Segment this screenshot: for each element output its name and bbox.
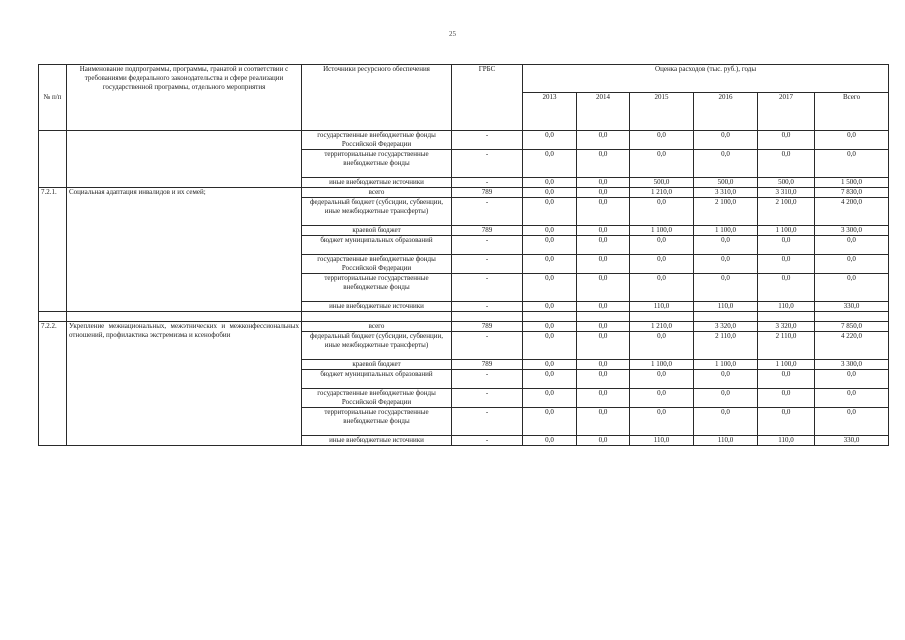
- value-cell: 0,0: [630, 332, 694, 360]
- value-cell: 0,0: [694, 236, 758, 255]
- empty-cell: [523, 312, 577, 322]
- header-year: 2017: [758, 93, 815, 131]
- value-cell: 0,0: [577, 178, 630, 188]
- table-row: [39, 188, 889, 198]
- value-cell: 7 830,0: [815, 188, 889, 198]
- value-cell: 0,0: [577, 150, 630, 178]
- value-cell: 0,0: [577, 226, 630, 236]
- grbs-cell: -: [452, 302, 523, 312]
- value-cell: 0,0: [577, 131, 630, 150]
- value-cell: 0,0: [630, 370, 694, 389]
- grbs-cell: -: [452, 332, 523, 360]
- value-cell: 1 210,0: [630, 322, 694, 332]
- value-cell: 3 310,0: [758, 188, 815, 198]
- value-cell: 4 200,0: [815, 198, 889, 226]
- grbs-cell: -: [452, 178, 523, 188]
- value-cell: 0,0: [523, 322, 577, 332]
- header-grbs: ГРБС: [452, 65, 523, 131]
- value-cell: 0,0: [694, 389, 758, 408]
- value-cell: 0,0: [523, 226, 577, 236]
- value-cell: 1 100,0: [694, 226, 758, 236]
- header-source: Источники ресурсного обеспечения: [302, 65, 452, 131]
- source-cell: территориальные государственные внебюджетные фонды: [302, 408, 452, 436]
- source-cell: государственные внебюджетные фонды Российской Федерации: [302, 255, 452, 274]
- source-cell: государственные внебюджетные фонды Российской Федерации: [302, 131, 452, 150]
- value-cell: 0,0: [815, 131, 889, 150]
- page-number: 25: [449, 30, 456, 38]
- value-cell: 0,0: [577, 302, 630, 312]
- value-cell: 3 300,0: [815, 360, 889, 370]
- num-cell: [39, 131, 67, 188]
- budget-table: [38, 64, 889, 446]
- value-cell: 0,0: [577, 360, 630, 370]
- value-cell: 4 220,0: [815, 332, 889, 360]
- source-cell: иные внебюджетные источники: [302, 302, 452, 312]
- value-cell: 0,0: [758, 408, 815, 436]
- value-cell: 0,0: [630, 150, 694, 178]
- empty-cell: [577, 312, 630, 322]
- grbs-cell: 789: [452, 226, 523, 236]
- grbs-cell: -: [452, 236, 523, 255]
- value-cell: 0,0: [630, 236, 694, 255]
- value-cell: 0,0: [577, 332, 630, 360]
- header-estimate: Оценка расходов (тыс. руб.), годы: [523, 65, 889, 93]
- value-cell: 0,0: [758, 131, 815, 150]
- value-cell: 110,0: [758, 436, 815, 446]
- grbs-cell: -: [452, 408, 523, 436]
- table-row: [39, 131, 889, 150]
- value-cell: 0,0: [577, 370, 630, 389]
- value-cell: 330,0: [815, 436, 889, 446]
- value-cell: 0,0: [758, 274, 815, 302]
- value-cell: 1 500,0: [815, 178, 889, 188]
- value-cell: 2 110,0: [694, 332, 758, 360]
- value-cell: 0,0: [523, 332, 577, 360]
- source-cell: территориальные государственные внебюджетные фонды: [302, 150, 452, 178]
- source-cell: иные внебюджетные источники: [302, 178, 452, 188]
- grbs-cell: -: [452, 389, 523, 408]
- header-total: Всего: [815, 93, 889, 131]
- grbs-cell: -: [452, 198, 523, 226]
- value-cell: 0,0: [815, 389, 889, 408]
- source-cell: бюджет муниципальных образований: [302, 370, 452, 389]
- empty-cell: [630, 312, 694, 322]
- value-cell: 0,0: [523, 236, 577, 255]
- value-cell: 1 100,0: [694, 360, 758, 370]
- value-cell: 0,0: [694, 274, 758, 302]
- value-cell: 500,0: [694, 178, 758, 188]
- value-cell: 0,0: [694, 408, 758, 436]
- value-cell: 0,0: [815, 408, 889, 436]
- value-cell: 0,0: [523, 360, 577, 370]
- value-cell: 0,0: [523, 150, 577, 178]
- value-cell: 0,0: [523, 302, 577, 312]
- empty-cell: [302, 312, 452, 322]
- value-cell: 2 110,0: [758, 332, 815, 360]
- value-cell: 0,0: [630, 198, 694, 226]
- value-cell: 0,0: [577, 274, 630, 302]
- source-cell: краевой бюджет: [302, 226, 452, 236]
- value-cell: 7 850,0: [815, 322, 889, 332]
- value-cell: 0,0: [758, 150, 815, 178]
- value-cell: 0,0: [577, 408, 630, 436]
- source-cell: федеральный бюджет (субсидии, субвенции, иные межбюджетные трансферты): [302, 332, 452, 360]
- empty-cell: [815, 312, 889, 322]
- grbs-cell: 789: [452, 188, 523, 198]
- value-cell: 1 210,0: [630, 188, 694, 198]
- value-cell: 0,0: [523, 198, 577, 226]
- header-name: Наименование подпрограммы, программы, гранатой и соответствии с требованиями федерального законодательства и сфере реализации государственной программы, отдельного мероприятия: [67, 65, 302, 131]
- value-cell: 0,0: [694, 131, 758, 150]
- value-cell: 3 320,0: [758, 322, 815, 332]
- value-cell: 110,0: [694, 436, 758, 446]
- value-cell: 0,0: [577, 236, 630, 255]
- grbs-cell: -: [452, 436, 523, 446]
- value-cell: 0,0: [577, 198, 630, 226]
- empty-cell: [758, 312, 815, 322]
- value-cell: 330,0: [815, 302, 889, 312]
- grbs-cell: -: [452, 255, 523, 274]
- value-cell: 0,0: [758, 389, 815, 408]
- value-cell: 0,0: [630, 274, 694, 302]
- value-cell: 0,0: [694, 255, 758, 274]
- value-cell: 0,0: [630, 408, 694, 436]
- value-cell: 3 320,0: [694, 322, 758, 332]
- value-cell: 0,0: [758, 236, 815, 255]
- grbs-cell: -: [452, 150, 523, 178]
- source-cell: федеральный бюджет (субсидии, субвенции, иные межбюджетные трансферты): [302, 198, 452, 226]
- value-cell: 0,0: [523, 131, 577, 150]
- name-cell: Укрепление межнациональных, межэтнических и межконфессиональных отношений, профилактика экстремизма и ксенофобии: [67, 322, 302, 446]
- value-cell: 3 300,0: [815, 226, 889, 236]
- value-cell: 0,0: [758, 255, 815, 274]
- value-cell: 0,0: [523, 408, 577, 436]
- grbs-cell: -: [452, 370, 523, 389]
- value-cell: 0,0: [577, 188, 630, 198]
- value-cell: 110,0: [694, 302, 758, 312]
- value-cell: 1 100,0: [758, 226, 815, 236]
- value-cell: 0,0: [523, 274, 577, 302]
- header-num: № п/п: [39, 65, 67, 131]
- value-cell: 0,0: [523, 188, 577, 198]
- table-row: [39, 322, 889, 332]
- value-cell: 110,0: [630, 436, 694, 446]
- empty-cell: [67, 312, 302, 322]
- value-cell: 1 100,0: [630, 360, 694, 370]
- header-year: 2016: [694, 93, 758, 131]
- source-cell: всего: [302, 188, 452, 198]
- value-cell: 0,0: [815, 236, 889, 255]
- table-separator-row: [39, 312, 889, 322]
- value-cell: 0,0: [630, 131, 694, 150]
- empty-cell: [39, 312, 67, 322]
- value-cell: 0,0: [815, 255, 889, 274]
- grbs-cell: -: [452, 131, 523, 150]
- header-year: 2015: [630, 93, 694, 131]
- value-cell: 2 100,0: [694, 198, 758, 226]
- grbs-cell: -: [452, 274, 523, 302]
- source-cell: краевой бюджет: [302, 360, 452, 370]
- value-cell: 0,0: [523, 370, 577, 389]
- grbs-cell: 789: [452, 360, 523, 370]
- value-cell: 110,0: [758, 302, 815, 312]
- empty-cell: [694, 312, 758, 322]
- source-cell: всего: [302, 322, 452, 332]
- value-cell: 0,0: [815, 150, 889, 178]
- value-cell: 0,0: [523, 389, 577, 408]
- num-cell: 7.2.2.: [39, 322, 67, 446]
- value-cell: 110,0: [630, 302, 694, 312]
- header-year: 2014: [577, 93, 630, 131]
- grbs-cell: 789: [452, 322, 523, 332]
- value-cell: 0,0: [577, 322, 630, 332]
- value-cell: 0,0: [694, 370, 758, 389]
- value-cell: 0,0: [694, 150, 758, 178]
- source-cell: территориальные государственные внебюджетные фонды: [302, 274, 452, 302]
- value-cell: 0,0: [577, 389, 630, 408]
- value-cell: 0,0: [815, 370, 889, 389]
- value-cell: 0,0: [523, 255, 577, 274]
- value-cell: 0,0: [815, 274, 889, 302]
- value-cell: 1 100,0: [758, 360, 815, 370]
- value-cell: 3 310,0: [694, 188, 758, 198]
- num-cell: 7.2.1.: [39, 188, 67, 312]
- name-cell: Социальная адаптация инвалидов и их семей;: [67, 188, 302, 312]
- value-cell: 0,0: [577, 436, 630, 446]
- value-cell: 0,0: [577, 255, 630, 274]
- value-cell: 2 100,0: [758, 198, 815, 226]
- empty-cell: [452, 312, 523, 322]
- source-cell: иные внебюджетные источники: [302, 436, 452, 446]
- name-cell: [67, 131, 302, 188]
- value-cell: 500,0: [630, 178, 694, 188]
- value-cell: 0,0: [758, 370, 815, 389]
- source-cell: государственные внебюджетные фонды Российской Федерации: [302, 389, 452, 408]
- value-cell: 0,0: [523, 436, 577, 446]
- value-cell: 1 100,0: [630, 226, 694, 236]
- header-year: 2013: [523, 93, 577, 131]
- value-cell: 0,0: [523, 178, 577, 188]
- value-cell: 500,0: [758, 178, 815, 188]
- value-cell: 0,0: [630, 255, 694, 274]
- source-cell: бюджет муниципальных образований: [302, 236, 452, 255]
- value-cell: 0,0: [630, 389, 694, 408]
